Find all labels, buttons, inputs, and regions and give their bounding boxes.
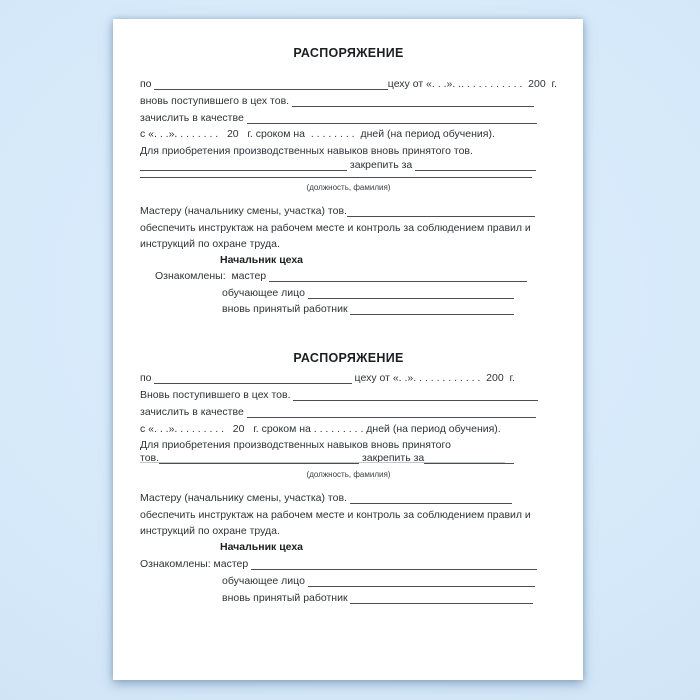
line-master	[140, 489, 512, 506]
form-text: (должность, фамилия)	[306, 183, 391, 192]
line-ack-new-worker	[222, 589, 533, 606]
line-ack-trainer	[222, 284, 514, 301]
form-text: Начальник цеха	[220, 541, 304, 553]
line-shop-head	[220, 538, 557, 555]
form-text: Начальник цеха	[220, 253, 304, 266]
blank-line	[347, 207, 535, 217]
line-enroll-as	[140, 109, 537, 126]
blank-line	[154, 374, 351, 384]
form-text: цеху от «. . .». .. . . . . . . . . . . 200 г.	[387, 77, 557, 90]
form-text: зачислить в качестве	[140, 111, 247, 124]
line-new-worker	[140, 386, 538, 403]
form-text: обучающее лицо	[222, 286, 308, 299]
line-master	[140, 202, 535, 219]
form-text: цеху от «. .». . . . . . . . . . . . 200 г.	[351, 371, 515, 384]
form-text: вновь принятый работник	[222, 303, 351, 315]
line-enroll-as	[140, 403, 536, 420]
line-signature-blank	[140, 455, 505, 465]
line-ack-master	[140, 555, 537, 572]
line-ack-trainer	[222, 572, 535, 589]
section-title-text: РАСПОРЯЖЕНИЕ	[293, 45, 404, 60]
line-new-worker	[140, 92, 534, 109]
section-title	[140, 349, 557, 366]
blank-line	[308, 577, 535, 587]
line-signature-blank	[140, 163, 532, 180]
order-document	[113, 19, 583, 680]
caption-position-surname	[140, 181, 557, 193]
form-text: закрепить за	[359, 451, 425, 464]
line-term	[140, 125, 557, 142]
line-instruct-1	[140, 506, 557, 523]
blank-line	[308, 289, 514, 299]
form-text: инструкций по охране труда.	[140, 237, 280, 250]
form-text: закрепить за	[347, 158, 416, 171]
blank-line	[350, 594, 533, 604]
line-shop-date	[140, 75, 557, 92]
form-text: Мастеру (начальнику смены, участка) тов.	[140, 204, 347, 217]
blank-line	[350, 305, 514, 315]
blank-line	[140, 168, 532, 178]
form-text: обеспечить инструктаж на рабочем месте и контроль за соблюдением правил и	[140, 221, 531, 234]
blank-line	[154, 80, 387, 90]
form-text: Для приобретения производственных навыков вновь принятого тов.	[140, 144, 473, 157]
form-text: по	[140, 371, 155, 384]
form-text: тов.	[140, 451, 160, 464]
blank-line	[251, 560, 537, 570]
line-instruct-2	[140, 235, 557, 252]
form-text: Вновь поступившего в цех тов.	[140, 388, 294, 401]
form-text: с «. . .». . . . . . . . 20 г. сроком на . . . . . . . . дней (на период обучения).	[140, 128, 495, 140]
blank-line	[293, 391, 538, 401]
blank-line	[292, 97, 534, 107]
line-instruct-1	[140, 219, 557, 236]
form-text: зачислить в качестве	[140, 405, 247, 418]
line-ack-new-worker	[222, 300, 514, 317]
form-text: по	[140, 77, 155, 90]
section-title-text: РАСПОРЯЖЕНИЕ	[293, 350, 404, 365]
line-ack-master	[155, 267, 527, 284]
form-text: инструкций по охране труда.	[140, 525, 280, 537]
form-text: Мастеру (начальнику смены, участка) тов.	[140, 491, 350, 504]
blank-line	[140, 453, 505, 463]
caption-position-surname	[140, 468, 557, 480]
blank-line	[247, 408, 536, 418]
blank-line	[247, 114, 537, 124]
form-text: вновь принятый работник	[222, 591, 351, 604]
blank-line	[269, 272, 527, 282]
form-text: обеспечить инструктаж на рабочем месте и контроль за соблюдением правил и	[140, 508, 531, 521]
form-text: вновь поступившего в цех тов.	[140, 94, 292, 107]
form-text: обучающее лицо	[222, 574, 308, 587]
form-text: Ознакомлены: мастер	[155, 270, 270, 282]
line-shop-date	[140, 369, 515, 386]
line-instruct-2	[140, 522, 557, 539]
form-text: с «. . .». . . . . . . . . 20 г. сроком на . . . . . . . . . дней (на период обучения).	[140, 422, 501, 435]
form-text: (должность, фамилия)	[306, 470, 391, 479]
form-text: Ознакомлены: мастер	[140, 557, 252, 570]
blank-line	[350, 494, 512, 504]
line-shop-head	[220, 251, 557, 268]
form-text: Для приобретения производственных навыков вновь принятого	[140, 439, 451, 451]
section-title	[140, 44, 557, 61]
line-term	[140, 420, 557, 437]
